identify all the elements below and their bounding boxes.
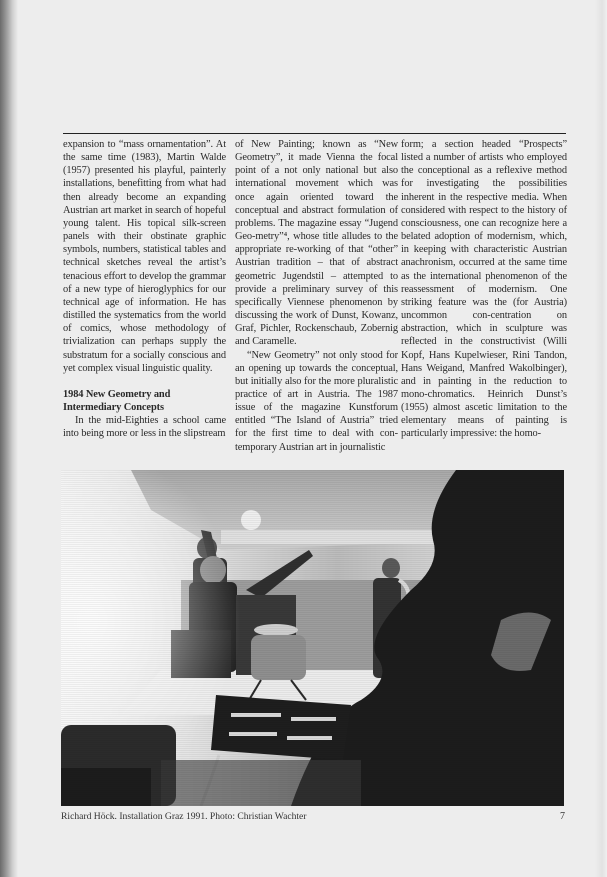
binding-gutter-shadow	[0, 0, 18, 877]
paragraph: “New Geometry” not only stood for an opening up towards the conceptual, but initially also for the more pluralistic practice of art in Austria. The 1987 issue of the magazine Kunstforum entitled “The Island of Austria” tried for the first time to deal with con-temporary Austrian art in journalistic	[235, 349, 398, 453]
text-column-3	[401, 138, 567, 441]
section-heading: 1984 New Geometry and Intermediary Concepts	[63, 388, 171, 413]
jazz-band-photo	[61, 470, 564, 806]
photo-caption: Richard Höck. Installation Graz 1991. Photo: Christian Wachter	[61, 811, 307, 822]
paragraph: of New Painting; known as “New Geometry”, it made Vienna the focal point of a not only national but also international movement which was once again oriented toward the conceptual and abstract formulation of problems. The magazine essay “Jugend Geo-metry”⁴, whose title alludes to the appropriate re-working of that “other” Austrian tradition – that of abstract geometric Jugendstil – attempted to provide a preliminary survey of this specifically Viennese phenomenon by discussing the work of Dunst, Kowanz, Graf, Pichler, Rockenschaub, Zobernig and Caramelle.	[235, 139, 398, 348]
text-column-2	[235, 138, 398, 454]
page-edge	[595, 0, 607, 877]
paragraph: expansion to “mass ornamentation”. At the same time (1983), Martin Walde (1957) presented his playful, painterly installations, benefitting from what had then already become an expanding Austrian art market in search of hopeful young talent. His topical silk-screen panels with their obstinate graphic symbols, numbers, statistical tables and technical sketches reveal the artist’s tenacious effort to develop the grammar of a new type of hieroglyphics for our technical age of information. He has distilled the systematics from the world of comics, whose methodology of trivialization can perhaps supply the substratum for a socially conscious and yet complex visual linguistic quality.	[63, 139, 226, 374]
paragraph: form; a section headed “Prospects” listed a number of artists who employed the conceptional as a reflexive method for investigating the possibilities inherent in the respective media. When considered with respect to the history of consciousness, one can recognize here a belated adoption of modernism, which, in keeping with characteristic Austrian anachronism, occurred at the same time as the international phenomenon of the reassessment of modernism. One striking feature was the (for Austria) uncommon con-centration on abstraction, which in sculpture was reflected in the constructivist (Willi Kopf, Hans Kupelwieser, Rini Tandon, Hans Weigand, Manfred Wakolbinger), and in painting in the reduction to mono-chromatics. Heinrich Dunst’s (1955) almost ascetic limitation to the elementary means of painting is particularly impressive: the homo-	[401, 139, 567, 440]
top-rule	[63, 133, 566, 134]
paragraph: In the mid-Eighties a school came into being more or less in the slipstream	[63, 415, 226, 440]
page-number: 7	[560, 811, 565, 822]
text-column-1	[63, 138, 226, 440]
